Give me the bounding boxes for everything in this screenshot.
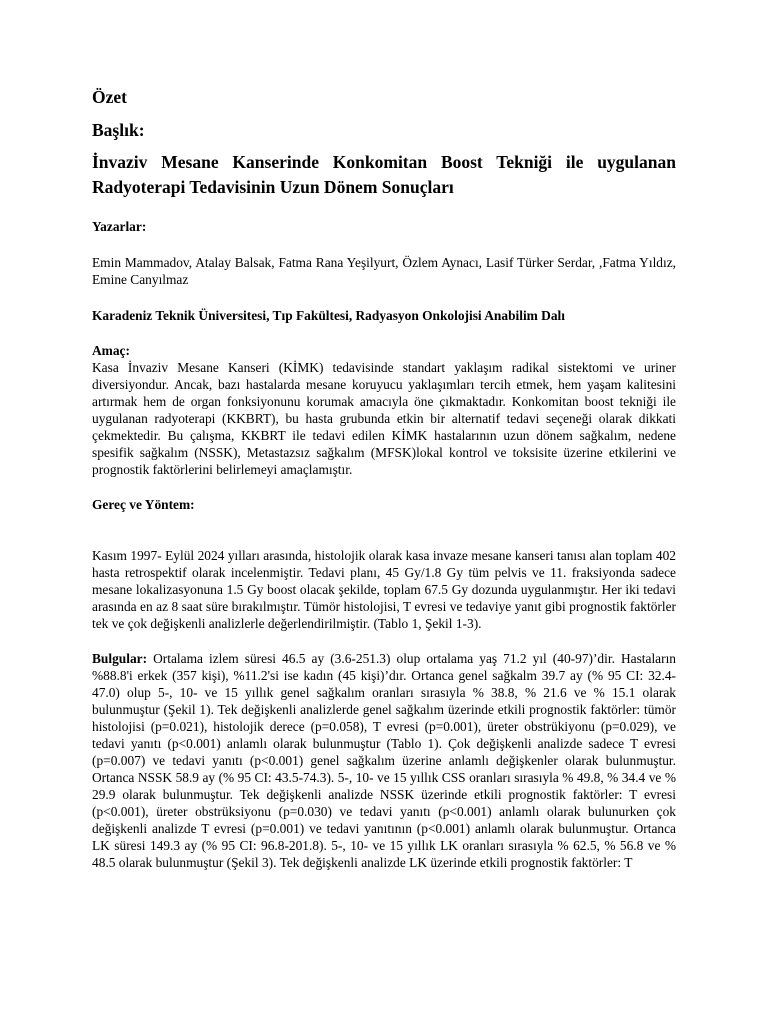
title-heading: Başlık: [92, 120, 145, 140]
aim-text: Kasa İnvaziv Mesane Kanseri (KİMK) tedavisinde standart yaklaşım radikal sistektomi ve uriner diversiyondur. Ancak, bazı hastalarda mesane koruyucu yaklaşımları tercih etmek, hem yaşam kalitesini artırmak hem de organ fonksiyonunu korumak amacıyla öne çıkmaktadır. Konkomitan boost tekniği ile uygulanan radyoterapi (KKBRT), bu hasta grubunda etkin bir alternatif tedavi seçeneği olarak dikkati çekmektedir. Bu çalışma, KKBRT ile tedavi edilen KİMK hastalarının uzun dönem sağkalım, nedene spesifik sağkalım (NSSK), Metastazsız sağkalım (MFSK)lokal kontrol ve toksisite üzerine etkilerini ve prognostik faktörlerini belirlemeyi amaçlamıştır. [92, 359, 676, 477]
methods-label: Gereç ve Yöntem: [92, 496, 195, 512]
document-title: İnvaziv Mesane Kanserinde Konkomitan Boost Tekniği ile uygulanan Radyoterapi Tedavisinin Uzun Dönem Sonuçları [92, 152, 676, 197]
authors-list: Emin Mammadov, Atalay Balsak, Fatma Rana Yeşilyurt, Özlem Aynacı, Lasif Türker Serdar, ,Fatma Yıldız, Emine Canyılmaz [92, 254, 676, 287]
aim-label: Amaç: [92, 342, 130, 358]
summary-heading: Özet [92, 87, 127, 107]
document-page [92, 86, 676, 871]
affiliation: Karadeniz Teknik Üniversitesi, Tıp Fakültesi, Radyasyon Onkolojisi Anabilim Dalı [92, 307, 565, 323]
results-label: Bulgular: [92, 650, 148, 666]
methods-text: Kasım 1997- Eylül 2024 yılları arasında, histolojik olarak kasa invaze mesane kanseri tanısı alan toplam 402 hasta retrospektif olarak incelenmiştir. Tedavi planı, 45 Gy/1.8 Gy tüm pelvis ve 11. fraksiyonda sadece mesane lokalizasyonuna 1.5 Gy boost olacak şekilde, toplam 67.5 Gy dozunda uygulanmıştır. Her iki tedavi arasında en az 8 saat süre bırakılmıştır. Tümör histolojisi, T evresi ve tedaviye yanıt gibi prognostik faktörler tek ve çok değişkenli analizlerle değerlendirilmiştir. (Tablo 1, Şekil 1-3). [92, 547, 676, 631]
results-paragraph [92, 650, 676, 871]
results-text: Ortalama izlem süresi 46.5 ay (3.6-251.3) olup ortalama yaş 71.2 yıl (40-97)’dir. Hastaların %88.8'i erkek (357 kişi), %11.2'si ise kadın (45 kişi)’dır. Ortanca genel sağkalm 39.7 ay (% 95 CI: 32.4-47.0) olup 5-, 10- ve 15 yıllık genel sağkalım oranları sırasıyla % 38.8, % 21.6 ve % 15.1 olarak bulunmuştur (Şekil 1). Tek değişkenli analizlerde genel sağkalım üzerinde etkili prognostik faktörler: tümör histolojisi (p=0.021), histolojik derece (p=0.058), T evresi (p=0.001), üreter obstrükiyonu (p=0.029), ve tedavi yanıtı (p<0.001) anlamlı olarak bulunmuştur (Tablo 1). Çok değişkenli analizde sadece T evresi (p=0.007) ve tedavi yanıtı (p<0.001) genel sağkalım üzerine anlamlı değişkenler olarak bulunmuştur. Ortanca NSSK 58.9 ay (% 95 CI: 43.5-74.3). 5-, 10- ve 15 yıllık CSS oranları sırasıyla % 49.8, % 34.4 ve % 29.9 olarak bulunmuştur. Tek değişkenli analizde NSSK üzerinde etkili prognostik faktörler: T evresi (p<0.001), üreter obstrüksiyonu (p=0.030) ve tedavi yanıtı (p<0.001) anlamlı olarak bulunurken çok değişkenli analizde T evresi (p=0.001) ve tedavi yanıtının (p<0.001) anlamlı olarak bulunmuştur. Ortanca LK süresi 149.3 ay (% 95 CI: 96.8-201.8). 5-, 10- ve 15 yıllık LK oranları sırasıyla % 62.5, % 56.8 ve % 48.5 olarak bulunmuştur (Şekil 3). Tek değişkenli analizde LK üzerinde etkili prognostik faktörler: T [92, 650, 676, 870]
authors-label: Yazarlar: [92, 218, 147, 234]
